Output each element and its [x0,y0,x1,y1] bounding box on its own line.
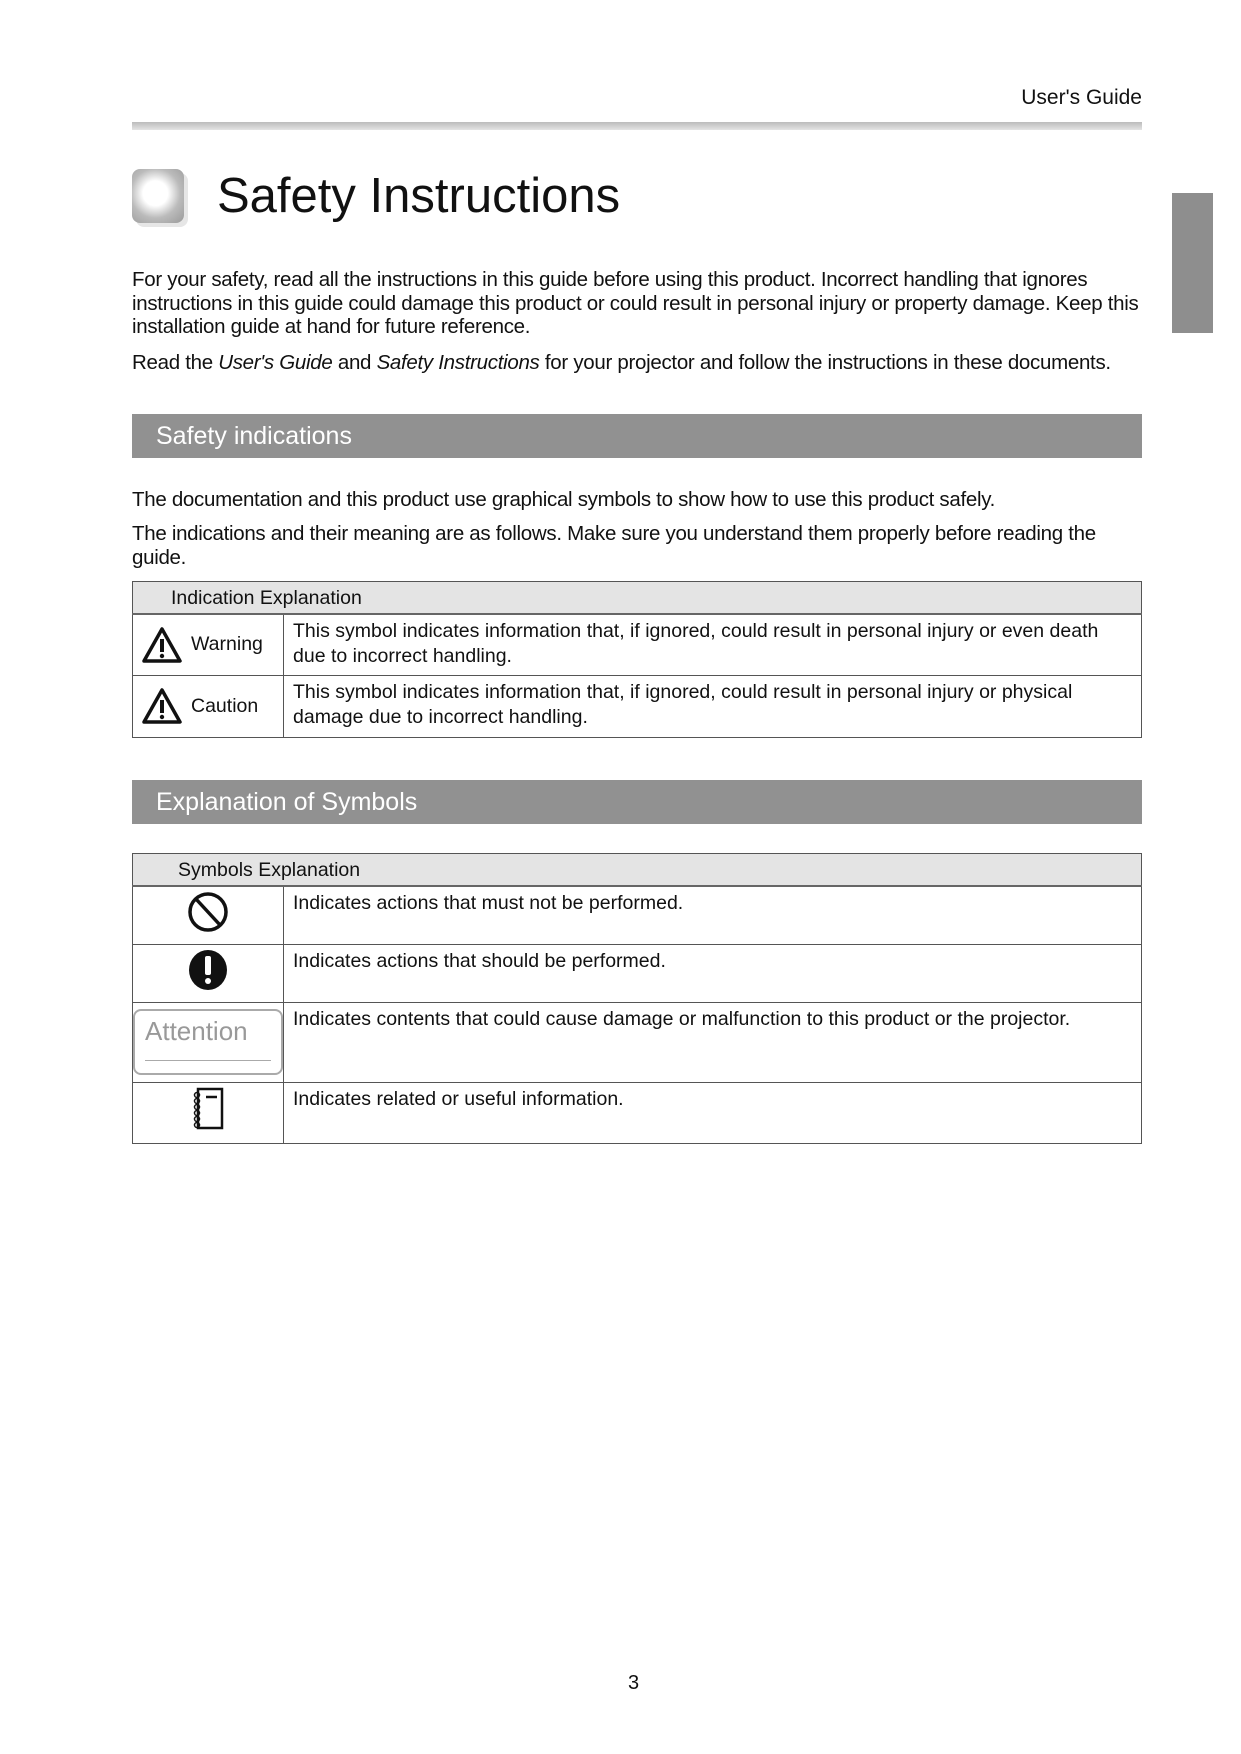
table-header: Symbols Explanation [133,854,1142,887]
symbol-explanation: Indicates contents that could cause damage or malfunction to this product or the projector. [284,1002,1142,1082]
intro-paragraph: For your safety, read all the instructions in this guide before using this product. Incorrect handling that ignores instructions in this guide could damage this product or could result in personal injury or property damage. Keep this installation guide at hand for future reference. [132,268,1139,338]
doc-title: User's Guide [218,351,333,374]
header-rule [132,122,1142,130]
symbol-explanation: Indicates actions that must not be performed. [284,886,1142,944]
indication-label: Warning [191,633,263,656]
text: Read the [132,351,219,374]
text: for your projector and follow the instructions in these documents. [539,351,1111,374]
page-number: 3 [628,1672,640,1694]
indication-label: Caution [191,694,259,717]
table-row [133,944,1142,1002]
table-row [133,886,1142,944]
symbol-explanation: Indicates actions that should be performed. [284,944,1142,1002]
warning-triangle-icon [141,687,183,725]
doc-title: Safety Instructions [376,351,540,374]
table-row [133,1002,1142,1082]
text: and [332,351,377,374]
attention-label: Attention [133,1009,283,1075]
notebook-icon [186,1086,230,1132]
warning-triangle-icon [141,626,183,664]
section-paragraph: The documentation and this product use graphical symbols to show how to use this product safely. [132,488,996,511]
section-heading-explanation-of-symbols: Explanation of Symbols [132,780,1142,824]
running-header: User's Guide [1021,86,1142,109]
symbol-explanation: Indicates related or useful information. [284,1082,1142,1143]
indications-table [132,581,1142,738]
table-row [133,675,1142,737]
mandatory-exclamation-icon [186,948,230,992]
table-row [133,1082,1142,1143]
section-heading-safety-indications: Safety indications [132,414,1142,458]
section-paragraph: The indications and their meaning are as follows. Make sure you understand them properly before reading the guide. [132,522,1096,569]
symbols-table [132,853,1142,1144]
intro-paragraph-2 [132,351,1147,375]
indication-explanation: This symbol indicates information that, if ignored, could result in personal injury or even death due to incorrect handling. [284,614,1142,675]
table-header: Indication Explanation [133,582,1142,615]
table-row [133,614,1142,675]
page-title: Safety Instructions [217,169,621,223]
chapter-bullet-icon [132,169,184,223]
indication-explanation: This symbol indicates information that, if ignored, could result in personal injury or physical damage due to incorrect handling. [284,675,1142,737]
prohibited-icon [186,890,230,934]
chapter-side-tab [1172,193,1213,333]
